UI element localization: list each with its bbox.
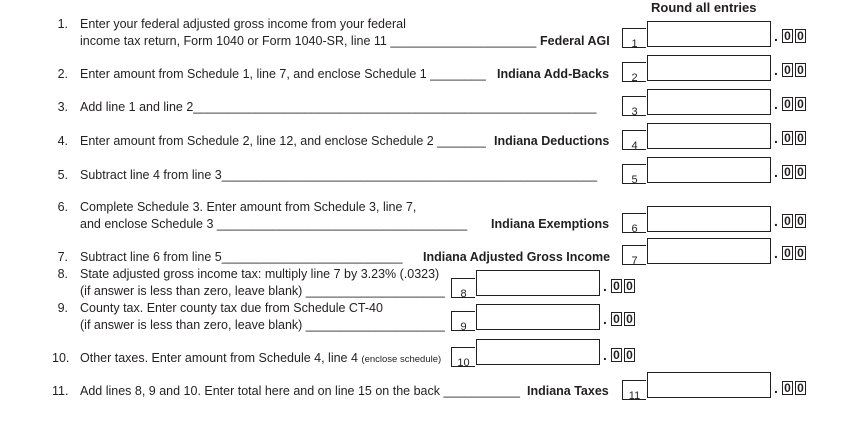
line-10-number: 10. [52,351,70,365]
decimal-point: . [774,96,778,112]
line-9-cents-2[interactable]: 0 [624,312,635,326]
line-6-cents-2[interactable]: 0 [795,214,806,228]
line-7-text: Subtract line 6 from line 5__________________________ [80,250,403,264]
decimal-point: . [774,164,778,180]
line-9-amount-input[interactable] [476,304,600,330]
line-11-number: 11. [52,384,69,398]
line-9-cents-1[interactable]: 0 [611,312,622,326]
line-10-cents-1[interactable]: 0 [611,348,622,362]
line-7-amount-input[interactable] [647,238,771,264]
line-4-cents-1[interactable]: 0 [782,131,793,145]
line-4-amount-input[interactable] [647,123,771,149]
line-7-cents-1[interactable]: 0 [782,246,793,260]
line-4-box-number: 4 [622,130,646,150]
line-8-text-a: State adjusted gross income tax: multiply line 7 by 3.23% (.0323) [80,267,440,281]
line-10-cents-2[interactable]: 0 [624,348,635,362]
line-2-box-number: 2 [622,62,646,82]
line-3-cents-2[interactable]: 0 [795,97,806,111]
line-11-cents-1[interactable]: 0 [782,381,793,395]
line-10-amount-input[interactable] [476,339,600,365]
line-7-box-number: 7 [622,245,646,265]
line-5-cents-2[interactable]: 0 [795,165,806,179]
line-6-text-a: Complete Schedule 3. Enter amount from Schedule 3, line 7, [80,200,417,214]
line-2-amount-input[interactable] [647,55,771,81]
line-6-amount-input[interactable] [647,206,771,232]
decimal-point: . [603,347,607,363]
line-7-number: 7. [57,250,68,264]
line-3-number: 3. [57,100,68,114]
line-9-box-number: 9 [451,311,475,331]
line-8-cents-2[interactable]: 0 [624,279,635,293]
line-1-box-number: 1 [622,28,646,48]
line-10-text-note: (enclose schedule) [361,354,442,365]
line-5-text: Subtract line 4 from line 3______________________________________________________ [80,168,598,182]
line-2-cents-2[interactable]: 0 [795,63,806,77]
line-2-cents-1[interactable]: 0 [782,63,793,77]
line-8-text-b: (if answer is less than zero, leave blank) ____________________ [80,284,445,298]
line-8-cents-1[interactable]: 0 [611,279,622,293]
round-all-entries-note: Round all entries [651,0,757,15]
decimal-point: . [774,28,778,44]
line-2-text: Enter amount from Schedule 1, line 7, and enclose Schedule 1 ________ [80,67,486,81]
line-4-cents-2[interactable]: 0 [795,131,806,145]
line-6-number: 6. [57,200,68,214]
line-8-amount-input[interactable] [476,270,600,296]
line-9-text-b: (if answer is less than zero, leave blank) ____________________ [80,318,445,332]
line-5-box-number: 5 [622,164,646,184]
decimal-point: . [774,130,778,146]
line-11-box-number: 11 [622,380,646,400]
line-10-text [80,351,441,365]
line-4-text: Enter amount from Schedule 2, line 12, and enclose Schedule 2 _______ [80,134,486,148]
line-1-number: 1. [57,17,68,31]
line-1-cents-1[interactable]: 0 [782,29,793,43]
line-3-amount-input[interactable] [647,89,771,115]
line-7-label: Indiana Adjusted Gross Income [423,250,611,264]
line-10-text-main: Other taxes. Enter amount from Schedule 4, line 4 [80,351,358,365]
line-5-number: 5. [57,168,68,182]
decimal-point: . [774,213,778,229]
decimal-point: . [603,311,607,327]
line-4-label: Indiana Deductions [494,134,610,148]
line-5-cents-1[interactable]: 0 [782,165,793,179]
line-3-box-number: 3 [622,96,646,116]
line-9-text-a: County tax. Enter county tax due from Schedule CT-40 [80,301,383,315]
decimal-point: . [774,62,778,78]
line-3-cents-1[interactable]: 0 [782,97,793,111]
line-10-box-number: 10 [451,347,475,367]
line-9-number: 9. [57,301,68,315]
line-6-cents-1[interactable]: 0 [782,214,793,228]
decimal-point: . [774,380,778,396]
line-1-label: Federal AGI [540,34,610,48]
line-11-label: Indiana Taxes [527,384,609,398]
line-1-cents-2[interactable]: 0 [795,29,806,43]
decimal-point: . [603,278,607,294]
line-11-text: Add lines 8, 9 and 10. Enter total here and on line 15 on the back ___________ [80,384,520,398]
line-7-cents-2[interactable]: 0 [795,246,806,260]
line-5-amount-input[interactable] [647,157,771,183]
line-4-number: 4. [57,134,68,148]
line-11-cents-2[interactable]: 0 [795,381,806,395]
line-8-number: 8. [57,267,68,281]
line-6-label: Indiana Exemptions [491,217,610,231]
line-1-amount-input[interactable] [647,21,771,47]
line-11-amount-input[interactable] [647,372,771,398]
line-1-text-a: Enter your federal adjusted gross income from your federal [80,17,406,31]
decimal-point: . [774,245,778,261]
line-2-number: 2. [57,67,68,81]
line-6-box-number: 6 [622,213,646,233]
line-3-text: Add line 1 and line 2__________________________________________________________ [80,100,597,114]
line-6-text-b: and enclose Schedule 3 ____________________________________ [80,217,468,231]
line-8-box-number: 8 [451,278,475,298]
line-1-text-b: income tax return, Form 1040 or Form 1040-SR, line 11 _____________________ [80,34,537,48]
line-2-label: Indiana Add-Backs [497,67,610,81]
